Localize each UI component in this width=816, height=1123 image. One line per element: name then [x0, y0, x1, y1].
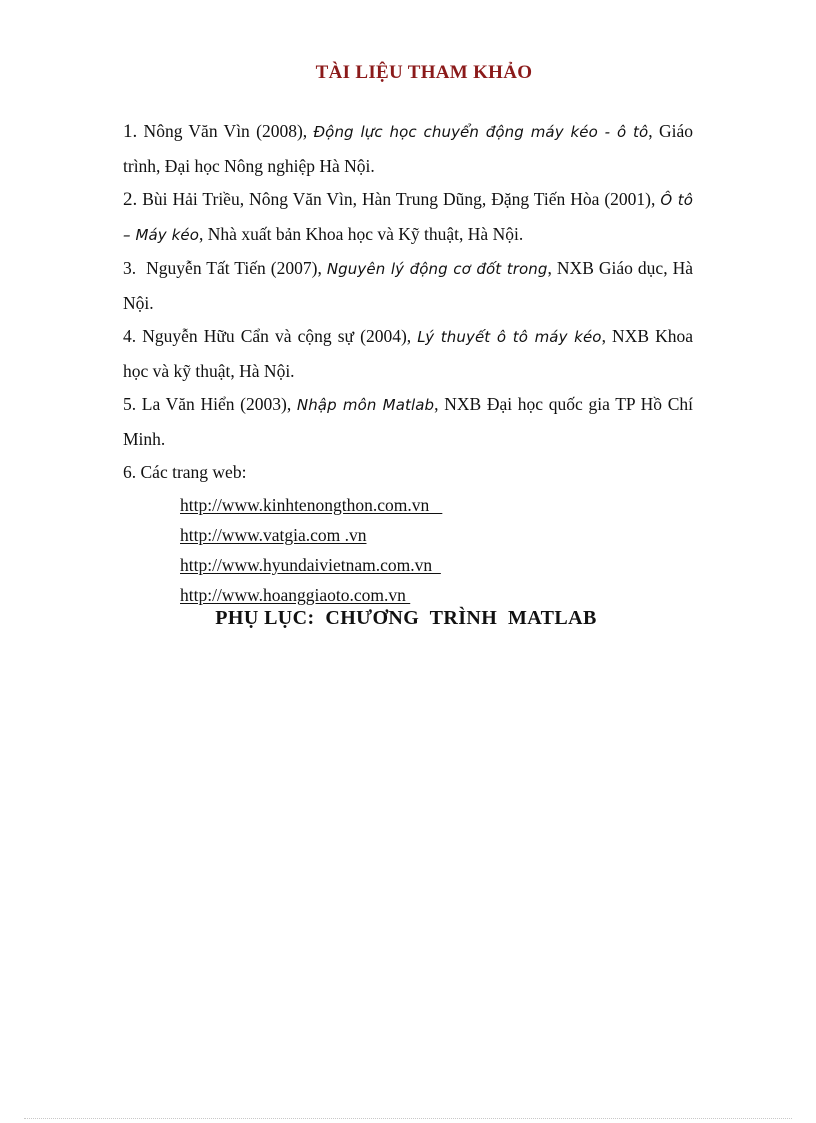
web-link-list — [180, 490, 693, 610]
reference-text: , Giáo trình, Đại học Nông nghiệp Hà Nội. — [123, 121, 693, 176]
reference-number: 3. — [123, 258, 137, 278]
reference-text: , NXB Đại học quốc gia TP Hồ Chí Minh. — [123, 394, 694, 449]
web-link-vatgia[interactable]: http://www.vatgia.com .vn — [180, 524, 367, 545]
reference-number: 1. — [123, 121, 138, 142]
reference-title: Lý thuyết ô tô máy kéo — [417, 328, 602, 346]
reference-text: Nguyễn Tất Tiến (2007), — [136, 258, 327, 278]
reference-title: Nguyên lý động cơ đốt trong — [326, 260, 548, 278]
reference-number: 4. — [123, 326, 137, 346]
reference-title: Nhập môn Matlab — [296, 396, 435, 414]
reference-item — [123, 388, 693, 456]
web-link-hyundaivietnam[interactable]: http://www.hyundaivietnam.com.vn — [180, 554, 441, 575]
reference-title: Ô tô – Máy kéo — [123, 191, 693, 244]
reference-text: , NXB Khoa học và kỹ thuật, Hà Nội. — [123, 326, 693, 381]
reference-item — [123, 183, 693, 252]
reference-number: 2. — [123, 189, 138, 210]
reference-text: Nông Văn Vìn (2008), — [137, 121, 314, 141]
reference-title: Động lực học chuyển động máy kéo - ô tô — [313, 123, 649, 141]
web-link-hoanggiaoto[interactable]: http://www.hoanggiaoto.com.vn — [180, 584, 411, 605]
reference-text: , NXB Giáo dục, Hà Nội. — [123, 258, 693, 313]
reference-text: Nguyễn Hữu Cẩn và cộng sự (2004), — [136, 326, 418, 346]
reference-item — [123, 320, 693, 388]
web-heading: 6. Các trang web: — [123, 462, 247, 482]
reference-list — [123, 115, 693, 610]
reference-item — [123, 115, 693, 183]
reference-number: 5. — [123, 394, 137, 414]
reference-text: Bùi Hải Triều, Nông Văn Vìn, Hàn Trung Dũng, Đặng Tiến Hòa (2001), — [137, 189, 661, 209]
reference-text: , Nhà xuất bản Khoa học và Kỹ thuật, Hà Nội. — [199, 223, 524, 244]
reference-item — [123, 252, 693, 320]
page-title: TÀI LIỆU THAM KHẢO — [315, 62, 533, 83]
reference-text: La Văn Hiển (2003), — [136, 394, 297, 414]
web-link-kinhtenongthon[interactable]: http://www.kinhtenongthon.com.vn — [180, 494, 443, 515]
page-bottom-divider — [24, 1118, 792, 1119]
appendix-title: PHỤ LỤC: CHƯƠNG TRÌNH MATLAB — [215, 607, 597, 629]
